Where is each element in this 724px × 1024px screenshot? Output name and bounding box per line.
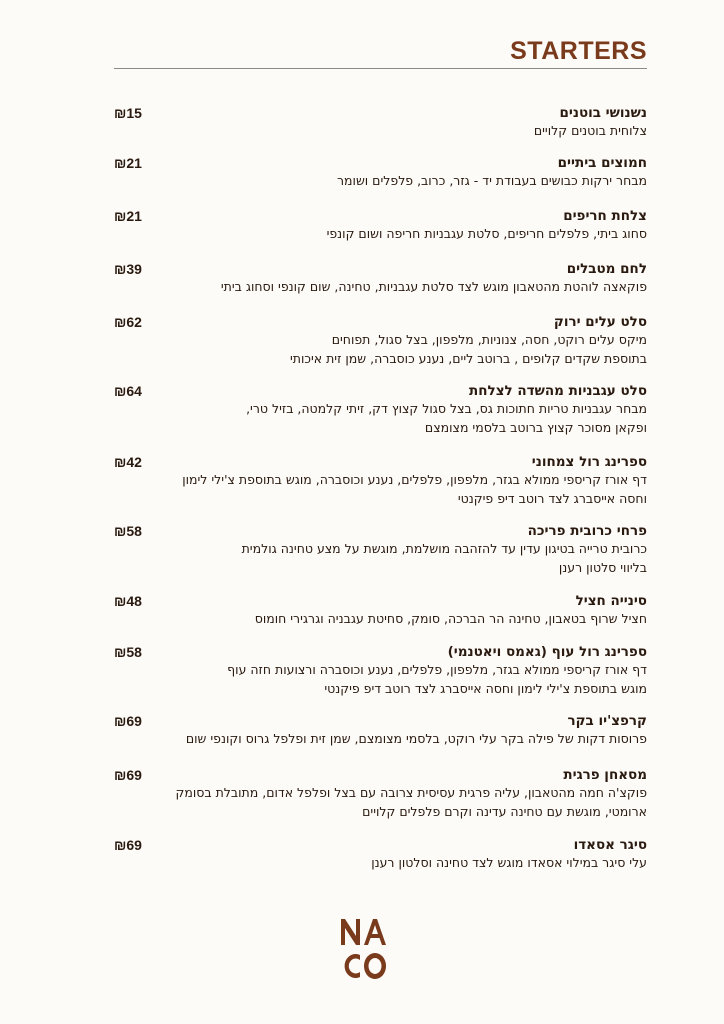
page-title: STARTERS — [510, 37, 647, 65]
item-price: ₪21 — [114, 155, 142, 171]
item-name: מסאחן פרגית — [563, 767, 647, 783]
item-description: וחסה אייסברג לצד רוטב דיפ פיקנטי — [457, 490, 647, 506]
item-price: ₪48 — [114, 593, 142, 609]
item-name: קרפצ'יו בקר — [567, 713, 647, 729]
item-name: ספרינג רול צמחוני — [531, 454, 647, 470]
item-name: לחם מטבלים — [566, 261, 647, 277]
item-price: ₪39 — [114, 261, 142, 277]
item-description: כרובית טרייה בטיגון עדין עד להזהבה מושלמת, מוגשת על מצע טחינה גולמית — [241, 541, 647, 556]
item-price: ₪69 — [114, 713, 142, 729]
menu-item — [114, 836, 647, 873]
item-description: סחוג ביתי, פלפלים חריפים, סלטת עגבניות חריפה ושום קונפי — [326, 226, 647, 241]
item-description: פוקאצה לוהטת מהטאבון מוגש לצד סלטת עגבניות, טחינה, שום קונפי וסחוג ביתי — [220, 279, 647, 294]
item-description: בליווי סלטון רענן — [558, 559, 647, 575]
item-price: ₪58 — [114, 523, 142, 539]
item-price: ₪21 — [114, 208, 142, 224]
menu-item — [114, 643, 647, 698]
item-name: נשנושי בוטנים — [559, 105, 647, 121]
menu-item — [114, 382, 647, 437]
item-description: מבחר עגבניות טריות חתוכות גס, בצל סגול קצוץ דק, זיתי קלמטה, בזיל טרי, — [246, 401, 647, 416]
item-description: ופקאן מסוכר קצוץ ברוטב בלסמי מצומצם — [424, 419, 647, 435]
item-price: ₪69 — [114, 837, 142, 853]
item-price: ₪64 — [114, 383, 142, 399]
item-description: בתוספת שקדים קלופים , ברוטב ליים, נענע כוסברה, שמן זית איכותי — [289, 350, 647, 366]
naco-logo — [338, 915, 388, 985]
item-price: ₪62 — [114, 314, 142, 330]
item-name: סלט עלים ירוק — [553, 314, 647, 330]
item-description: צלוחית בוטנים קלויים — [533, 123, 647, 138]
menu-item — [114, 313, 647, 368]
item-price: ₪15 — [114, 105, 142, 121]
item-name: ספרינג רול עוף (גאמס ויאטנמי) — [447, 644, 647, 660]
item-name: סיגר אסאדו — [573, 837, 647, 853]
item-price: ₪58 — [114, 644, 142, 660]
item-description: מבחר ירקות כבושים בעבודת יד - גזר, כרוב, פלפלים ושומר — [337, 173, 647, 188]
item-name: צלחת חריפים — [563, 208, 647, 224]
page-header — [114, 36, 647, 69]
menu-item — [114, 154, 647, 191]
item-description: עלי סיגר במילוי אסאדו מוגש לצד טחינה וסלטון רענן — [371, 855, 647, 870]
menu-item — [114, 766, 647, 821]
item-description: פרוסות דקות של פילה בקר עלי רוקט, בלסמי מצומצם, שמן זית ופלפל גרוס וקונפי שום — [185, 731, 647, 746]
item-description: דף אורז קריספי ממולא בגזר, מלפפון, פלפלים, נענע וכוסברה, מוגש בתוספת צ'ילי לימון — [182, 472, 647, 487]
item-name: חמוצים ביתיים — [557, 155, 647, 171]
menu-item — [114, 207, 647, 244]
item-description: דף אורז קריספי ממולא בגזר, מלפפון, פלפלים, נענע וכוסברה ורצועות חזה עוף — [227, 662, 647, 677]
menu-item — [114, 712, 647, 749]
item-description: ארומטי, מוגשת עם טחינה עדינה וקרם פלפלים קלויים — [362, 803, 647, 819]
item-name: פרחי כרובית פריכה — [527, 523, 647, 539]
item-description: מוגש בתוספת צ'ילי לימון וחסה אייסברג לצד רוטב דיפ פיקנטי — [324, 680, 647, 696]
menu-item — [114, 592, 647, 629]
item-name: סלט עגבניות מהשדה לצלחת — [469, 383, 647, 399]
item-description: מיקס עלים רוקט, חסה, צנוניות, מלפפון, בצל סגול, תפוחים — [331, 332, 647, 347]
menu-item — [114, 522, 647, 577]
item-price: ₪42 — [114, 454, 142, 470]
item-description: פוקצ'ה חמה מהטאבון, עליה פרגית עסיסית צרובה עם בצל ופלפל אדום, מתובלת בסומק — [175, 785, 647, 800]
menu-item — [114, 453, 647, 508]
item-price: ₪69 — [114, 767, 142, 783]
menu-item — [114, 104, 647, 141]
menu-item — [114, 260, 647, 297]
item-name: סינייה חציל — [575, 593, 647, 609]
item-description: חציל שרוף בטאבון, טחינה הר הברכה, סומק, סחיטת עגבניה וגרגירי חומוס — [254, 611, 647, 626]
